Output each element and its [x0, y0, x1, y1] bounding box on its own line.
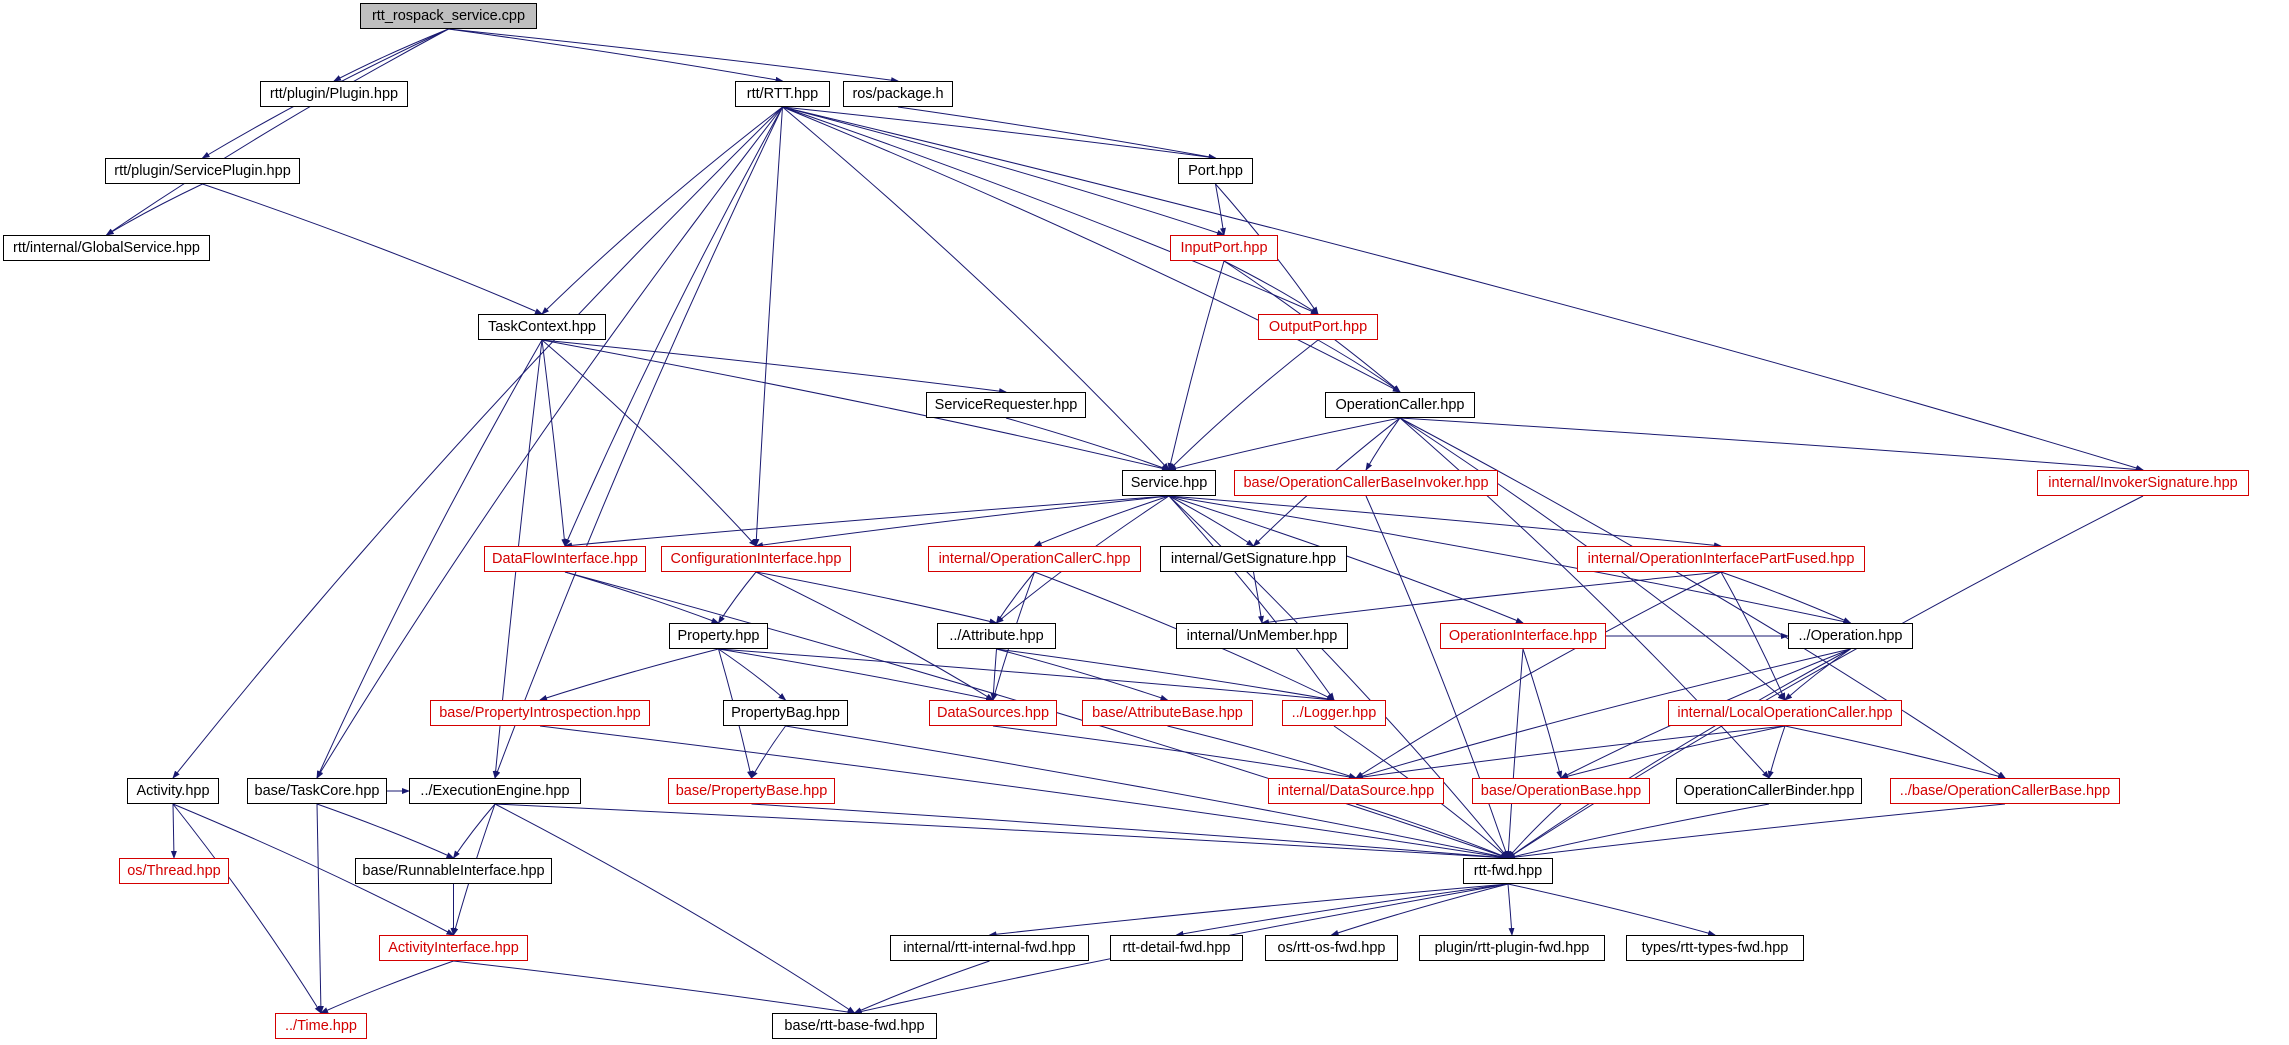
graph-edge [1508, 649, 1851, 858]
graph-node[interactable] [669, 623, 768, 649]
graph-edge [1523, 649, 1561, 778]
graph-edge [719, 649, 994, 700]
graph-edge [1006, 418, 1169, 470]
graph-edge [1785, 726, 2005, 778]
graph-node[interactable] [1626, 935, 1804, 961]
graph-node[interactable] [1668, 700, 1902, 726]
graph-edge [1169, 496, 1337, 700]
graph-edge [1508, 649, 1523, 858]
graph-edge [542, 340, 1006, 392]
graph-node-label: rtt/RTT.hpp [746, 85, 819, 102]
graph-edge [542, 340, 756, 546]
graph-node[interactable] [260, 81, 408, 107]
graph-edge [542, 107, 783, 314]
graph-node-label: base/OperationCallerBaseInvoker.hpp [1243, 474, 1489, 491]
graph-node[interactable] [275, 1013, 367, 1039]
graph-edge [495, 804, 1508, 858]
graph-edge [1508, 884, 1715, 935]
graph-edge [317, 107, 783, 778]
graph-node[interactable] [772, 1013, 937, 1039]
graph-edge [1561, 726, 1785, 778]
graph-edge [997, 572, 1035, 623]
graph-node-label: rtt-detail-fwd.hpp [1122, 939, 1231, 956]
graph-edge [1254, 572, 1263, 623]
graph-node-label: ../Attribute.hpp [949, 627, 1044, 644]
graph-node-label: ../Logger.hpp [1291, 704, 1377, 721]
graph-node[interactable] [478, 314, 606, 340]
graph-edge [1356, 572, 1721, 778]
graph-node-label: ConfigurationInterface.hpp [670, 550, 842, 567]
graph-node-label: base/PropertyBase.hpp [675, 782, 828, 799]
graph-node[interactable] [1170, 235, 1278, 261]
graph-node[interactable] [1472, 778, 1650, 804]
graph-node-label: PropertyBag.hpp [731, 704, 840, 721]
graph-node[interactable] [1463, 858, 1553, 884]
graph-edge [317, 804, 321, 1013]
graph-edge [565, 572, 719, 623]
graph-node[interactable] [1234, 470, 1498, 496]
graph-node[interactable] [937, 623, 1056, 649]
graph-edge [756, 107, 783, 546]
graph-edge [317, 804, 454, 858]
graph-node[interactable] [1160, 546, 1347, 572]
graph-node-label: internal/rtt-internal-fwd.hpp [903, 939, 1076, 956]
graph-edge [1332, 884, 1509, 935]
graph-node[interactable] [890, 935, 1089, 961]
graph-edge [565, 496, 1169, 546]
graph-edge [1169, 340, 1318, 470]
graph-node[interactable] [1890, 778, 2120, 804]
graph-edge [752, 804, 1509, 858]
graph-edge [173, 107, 783, 778]
graph-node-label: internal/DataSource.hpp [1277, 782, 1435, 799]
graph-node-label: internal/OperationInterfacePartFused.hpp [1587, 550, 1855, 567]
graph-edge [1224, 261, 1318, 314]
graph-node[interactable] [1325, 392, 1475, 418]
graph-edge [495, 804, 855, 1013]
graph-node[interactable] [661, 546, 851, 572]
graph-edge [449, 29, 783, 81]
graph-node[interactable] [928, 546, 1141, 572]
graph-node[interactable] [668, 778, 835, 804]
graph-node-label: base/TaskCore.hpp [254, 782, 380, 799]
graph-node-label: os/rtt-os-fwd.hpp [1277, 939, 1386, 956]
graph-node[interactable] [484, 546, 646, 572]
graph-node-label: TaskContext.hpp [487, 318, 596, 335]
graph-node[interactable] [1178, 158, 1253, 184]
graph-node[interactable] [1676, 778, 1862, 804]
graph-node-label: internal/UnMember.hpp [1186, 627, 1338, 644]
graph-edge [321, 961, 454, 1013]
graph-node-label: ../ExecutionEngine.hpp [420, 782, 570, 799]
graph-node[interactable] [105, 158, 300, 184]
graph-edge [454, 804, 496, 858]
graph-node[interactable] [409, 778, 581, 804]
graph-node[interactable] [1268, 778, 1444, 804]
graph-node[interactable] [355, 858, 552, 884]
graph-node[interactable] [430, 700, 650, 726]
graph-node-label: Service.hpp [1130, 474, 1208, 491]
graph-node-label: base/AttributeBase.hpp [1092, 704, 1243, 721]
graph-edge [898, 107, 1216, 158]
graph-node-label: internal/LocalOperationCaller.hpp [1677, 704, 1893, 721]
graph-edge [1785, 649, 1851, 700]
graph-node-label: rtt/plugin/ServicePlugin.hpp [114, 162, 291, 179]
graph-edge [1508, 884, 1512, 935]
graph-edge [540, 649, 719, 700]
graph-node[interactable] [926, 392, 1086, 418]
graph-node-label: ActivityInterface.hpp [388, 939, 519, 956]
graph-edge [1721, 572, 1785, 700]
graph-node[interactable] [379, 935, 528, 961]
graph-node-label: OutputPort.hpp [1268, 318, 1368, 335]
graph-node-label: rtt/plugin/Plugin.hpp [269, 85, 399, 102]
graph-node-label: DataSources.hpp [936, 704, 1050, 721]
graph-edge [1035, 496, 1170, 546]
graph-node-label: OperationCallerBinder.hpp [1683, 782, 1855, 799]
graph-node-label: ../Time.hpp [285, 1017, 357, 1034]
graph-edge [1169, 261, 1224, 470]
graph-node[interactable] [929, 700, 1057, 726]
graph-node[interactable] [2037, 470, 2249, 496]
graph-edge [1262, 572, 1721, 623]
graph-node[interactable] [360, 3, 537, 29]
graph-edge [454, 961, 855, 1013]
graph-edge [173, 804, 174, 858]
graph-node-label: Port.hpp [1188, 162, 1243, 179]
graph-node-label: ../base/OperationCallerBase.hpp [1899, 782, 2111, 799]
graph-edge [1769, 726, 1785, 778]
graph-node-label: internal/InvokerSignature.hpp [2048, 474, 2238, 491]
graph-node-label: OperationInterface.hpp [1448, 627, 1598, 644]
graph-edge [1508, 804, 2005, 858]
graph-edge [1318, 340, 1400, 392]
graph-node[interactable] [1282, 700, 1386, 726]
graph-edge [1169, 496, 1721, 546]
graph-edge [1356, 804, 1508, 858]
graph-edge [1169, 418, 1400, 470]
graph-node[interactable] [3, 235, 210, 261]
graph-node-label: DataFlowInterface.hpp [492, 550, 638, 567]
graph-node[interactable] [723, 700, 848, 726]
graph-node-label: ../Operation.hpp [1798, 627, 1903, 644]
graph-edge [993, 726, 1356, 778]
graph-edge [756, 496, 1169, 546]
graph-edge [107, 184, 203, 235]
graph-edge [107, 29, 449, 235]
graph-edge [756, 572, 997, 623]
graph-node[interactable] [127, 778, 219, 804]
graph-node-label: OperationCaller.hpp [1335, 396, 1465, 413]
graph-node-label: Property.hpp [677, 627, 760, 644]
graph-edge [1366, 418, 1400, 470]
graph-node[interactable] [1440, 623, 1606, 649]
graph-node-label: ServiceRequester.hpp [934, 396, 1078, 413]
graph-node[interactable] [1122, 470, 1216, 496]
graph-node-label: base/rtt-base-fwd.hpp [784, 1017, 925, 1034]
graph-edge [173, 804, 321, 1013]
graph-node[interactable] [119, 858, 229, 884]
graph-edge [1508, 804, 1769, 858]
graph-node-label: rtt/internal/GlobalService.hpp [13, 239, 200, 256]
graph-edge [719, 649, 786, 700]
graph-node-label: rtt-fwd.hpp [1473, 862, 1543, 879]
graph-edge [990, 884, 1509, 935]
graph-node[interactable] [1419, 935, 1605, 961]
graph-node-label: ros/package.h [852, 85, 944, 102]
graph-node[interactable] [735, 81, 830, 107]
graph-edge [855, 961, 990, 1013]
graph-edge [783, 107, 1216, 158]
graph-node[interactable] [1258, 314, 1378, 340]
graph-edge [1177, 884, 1509, 935]
graph-node-label: types/rtt-types-fwd.hpp [1641, 939, 1789, 956]
graph-node-label: plugin/rtt-plugin-fwd.hpp [1434, 939, 1590, 956]
graph-node[interactable] [1082, 700, 1253, 726]
graph-node-label: base/RunnableInterface.hpp [362, 862, 545, 879]
graph-edge [997, 649, 1168, 700]
graph-node-label: internal/OperationCallerC.hpp [938, 550, 1131, 567]
graph-node[interactable] [247, 778, 387, 804]
graph-edge [1508, 804, 1561, 858]
graph-edge [1356, 726, 1785, 778]
graph-edge [993, 649, 997, 700]
graph-node[interactable] [1265, 935, 1398, 961]
graph-node-label: os/Thread.hpp [127, 862, 221, 879]
graph-edge [495, 107, 783, 778]
graph-edge [542, 340, 565, 546]
graph-edge [334, 29, 449, 81]
graph-node-label: base/PropertyIntrospection.hpp [439, 704, 641, 721]
graph-edge [1400, 418, 2143, 470]
graph-node[interactable] [1788, 623, 1913, 649]
graph-node[interactable] [1110, 935, 1243, 961]
graph-node-label: internal/GetSignature.hpp [1170, 550, 1337, 567]
graph-edge [752, 726, 786, 778]
graph-node-label: rtt_rospack_service.cpp [371, 7, 526, 24]
graph-node[interactable] [1176, 623, 1348, 649]
graph-edge [1168, 726, 1357, 778]
graph-edge [783, 107, 1225, 235]
graph-edge [203, 184, 543, 314]
graph-node-label: Activity.hpp [136, 782, 210, 799]
graph-node[interactable] [843, 81, 953, 107]
graph-edge [997, 649, 1335, 700]
graph-edge [1169, 496, 1254, 546]
graph-node-label: InputPort.hpp [1180, 239, 1268, 256]
graph-edge [783, 107, 1319, 314]
graph-node[interactable] [1577, 546, 1865, 572]
graph-edge [1216, 184, 1225, 235]
graph-edge [783, 107, 1401, 392]
graph-edge [449, 29, 899, 81]
graph-node-label: base/OperationBase.hpp [1480, 782, 1642, 799]
graph-edge [719, 572, 757, 623]
graph-edge [1721, 572, 1851, 623]
graph-edge [719, 649, 1335, 700]
